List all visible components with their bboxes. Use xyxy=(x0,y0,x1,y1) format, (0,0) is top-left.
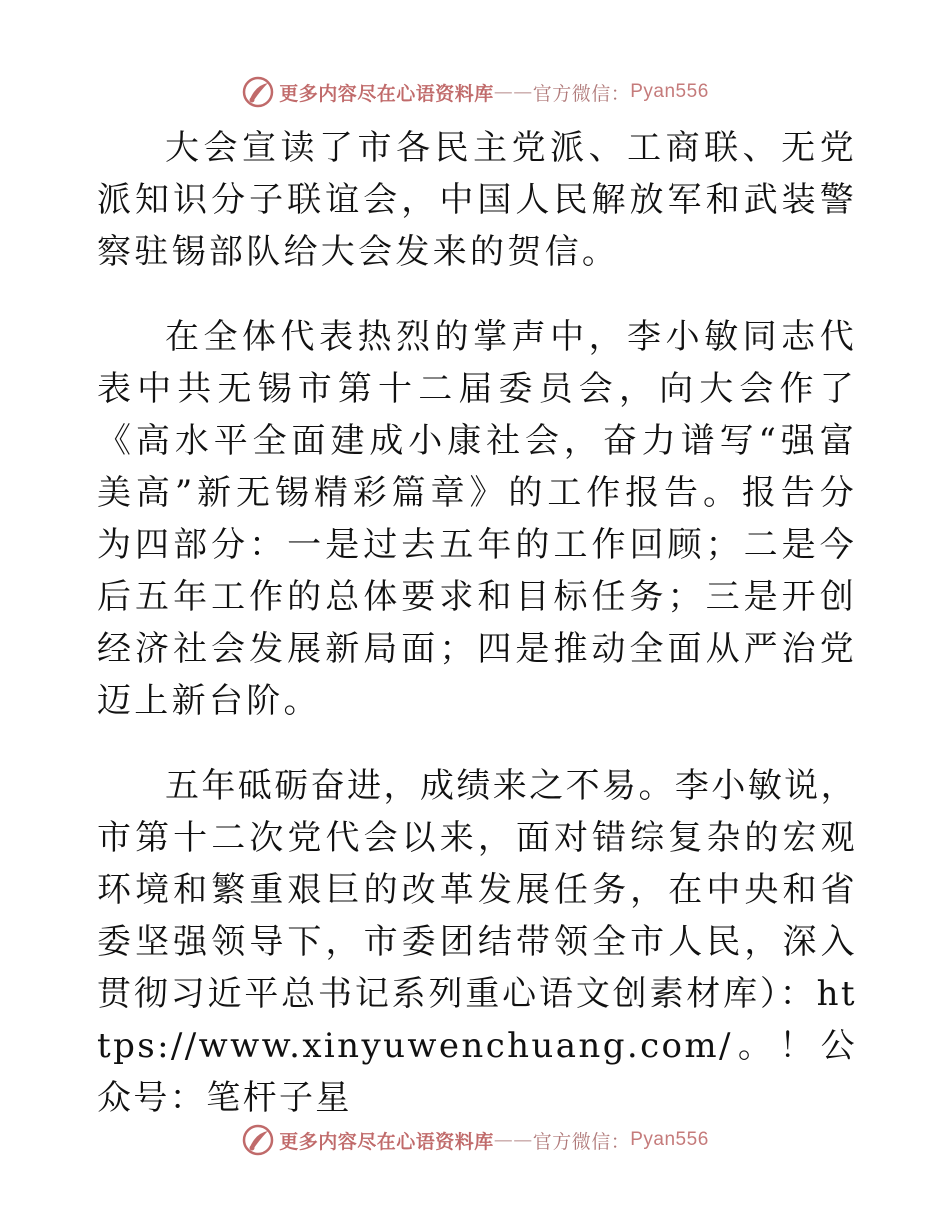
banner-wechat-id: Pyan556 xyxy=(630,81,709,102)
document-body xyxy=(97,122,857,1157)
banner-wechat-id: Pyan556 xyxy=(630,1129,709,1150)
banner-separator: —— xyxy=(493,81,533,103)
banner-wechat-label: 官方微信： xyxy=(532,82,631,105)
brush-logo-icon xyxy=(241,1123,275,1157)
brush-logo-icon xyxy=(241,75,275,109)
banner-separator: —— xyxy=(493,1129,533,1151)
footer-watermark-banner xyxy=(0,1120,950,1160)
banner-main-text: 更多内容尽在心语资料库 xyxy=(279,1130,494,1153)
paragraph-five-years: 五年砥砺奋进，成绩来之不易。李小敏说，市第十二次党代会以来，面对错综复杂的宏观环境和繁重艰巨的改革发展任务，在中央和省委坚强领导下，市委团结带领全市人民，深入贯彻习近平总书记系列重心语文创素材库）：https://www.xinyuwenchuang.com/。！公众号：笔杆子星 xyxy=(97,766,857,1118)
paragraph-congratulations: 大会宣读了市各民主党派、工商联、无党派知识分子联谊会，中国人民解放军和武装警察驻锡部队给大会发来的贺信。 xyxy=(97,128,857,272)
paragraph-work-report: 在全体代表热烈的掌声中，李小敏同志代表中共无锡市第十二届委员会，向大会作了《高水平全面建成小康社会，奋力谱写“强富美高”新无锡精彩篇章》的工作报告。报告分为四部分：一是过去五年的工作回顾；二是今后五年工作的总体要求和目标任务；三是开创经济社会发展新局面；四是推动全面从严治党迈上新台阶。 xyxy=(97,317,857,721)
banner-main-text: 更多内容尽在心语资料库 xyxy=(279,82,494,105)
header-watermark-banner xyxy=(0,72,950,112)
banner-wechat-label: 官方微信： xyxy=(532,1130,631,1153)
